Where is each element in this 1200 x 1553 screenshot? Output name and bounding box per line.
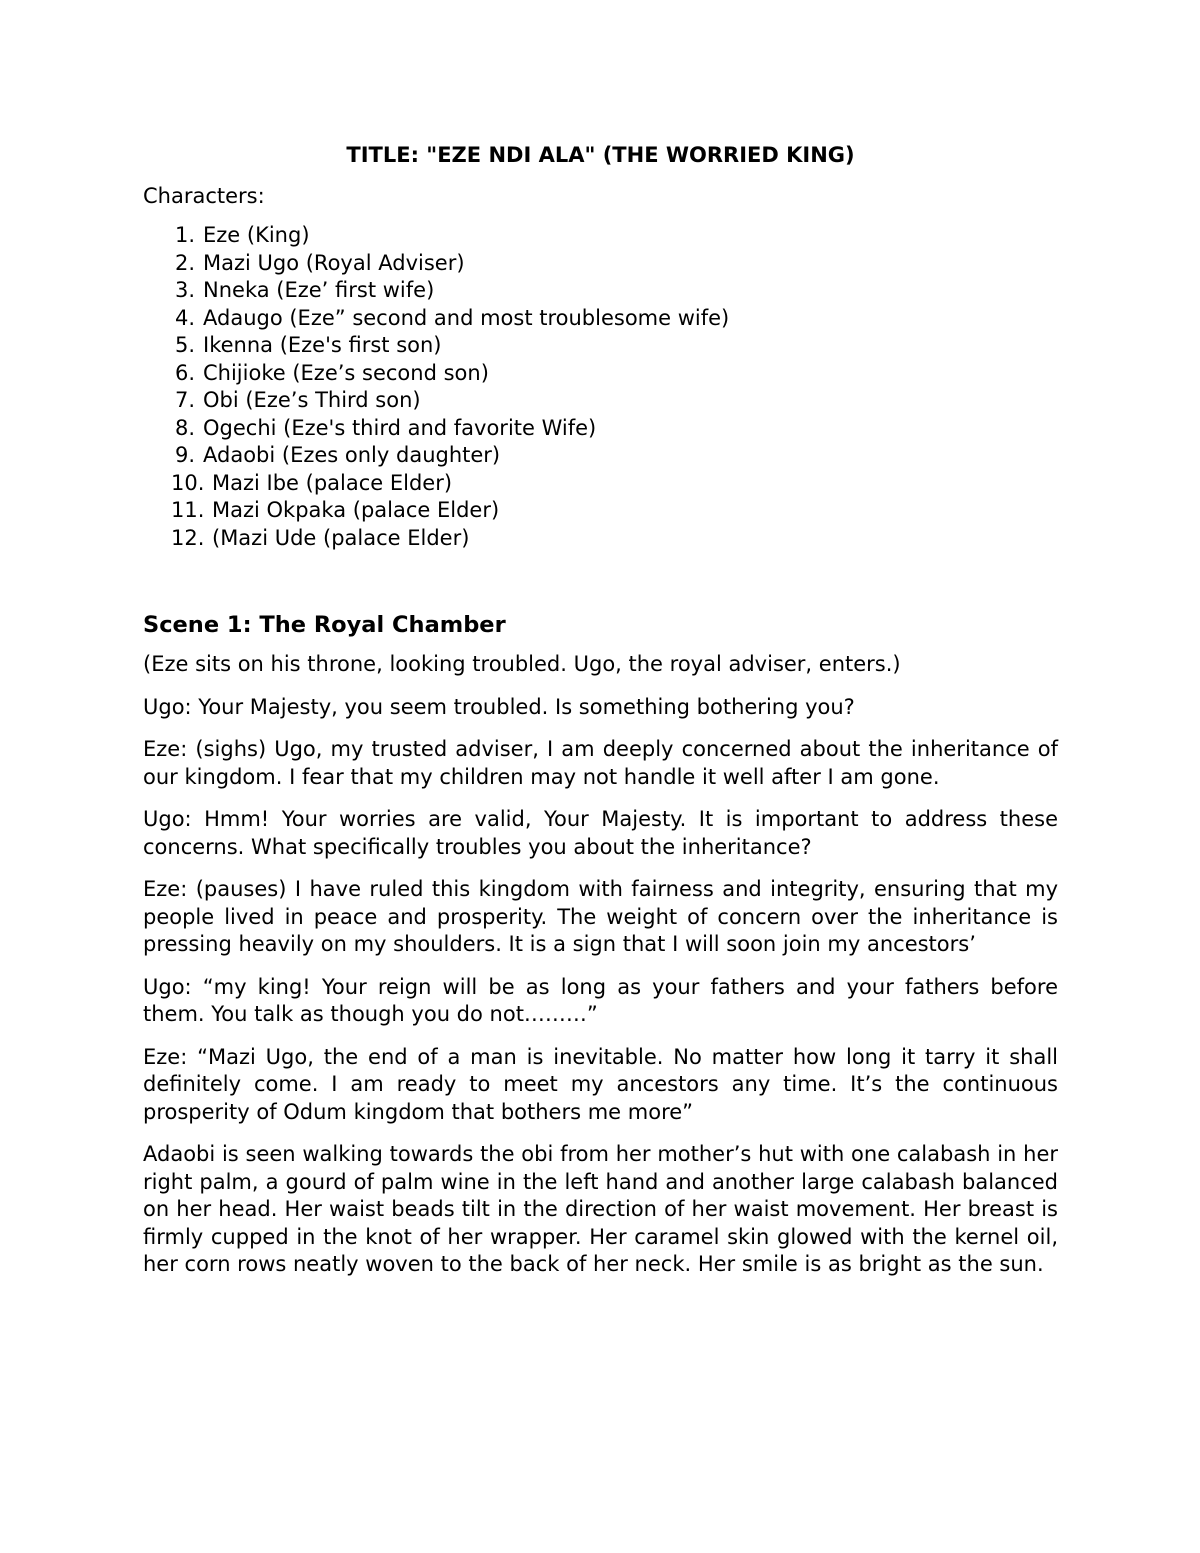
list-item: 3. Nneka (Eze’ first wife) bbox=[174, 278, 435, 302]
dialogue-paragraph: Ugo: Hmm! Your worries are valid, Your Majesty. It is important to address these concerns. What specifically troubles you about the inheritance? bbox=[143, 807, 1058, 859]
list-item: 8. Ogechi (Eze's third and favorite Wife) bbox=[174, 415, 597, 440]
narrative-paragraph: Adaobi is seen walking towards the obi from her mother’s hut with one calabash in her right palm, a gourd of palm wine in the left hand and another large calabash balanced on her head. Her waist beads tilt in the direction of her waist movement. Her breast is firmly cupped in the knot of her wrapper. Her caramel skin glowed with the kernel oil, her corn rows neatly woven to the back of her neck. Her smile is as bright as the sun. bbox=[143, 1142, 1058, 1276]
list-item: 12. (Mazi Ude (palace Elder) bbox=[171, 525, 470, 550]
scene-heading: Scene 1: The Royal Chamber bbox=[143, 612, 506, 638]
dialogue-paragraph: Eze: “Mazi Ugo, the end of a man is inevitable. No matter how long it tarry it shall definitely come. I am ready to meet my ancestors any time. It’s the continuous prosperity of Odum kingdom that bothers me more” bbox=[143, 1044, 1058, 1124]
stage-direction: (Eze sits on his throne, looking troubled. Ugo, the royal adviser, enters.) bbox=[143, 652, 901, 676]
list-item: 6. Chijioke (Eze’s second son) bbox=[174, 360, 489, 385]
characters-label: Characters: bbox=[143, 184, 265, 208]
list-item: 5. Ikenna (Eze's first son) bbox=[174, 333, 442, 357]
document-page bbox=[143, 140, 1058, 1294]
dialogue-paragraph: Eze: (sighs) Ugo, my trusted adviser, I am deeply concerned about the inheritance of our kingdom. I fear that my children may not handle it well after I am gone. bbox=[143, 737, 1058, 789]
character-list bbox=[143, 222, 1058, 552]
list-item: 11. Mazi Okpaka (palace Elder) bbox=[171, 498, 500, 522]
document-title: TITLE: "EZE NDI ALA" (THE WORRIED KING) bbox=[346, 143, 855, 167]
list-item: 1. Eze (King) bbox=[174, 223, 310, 247]
dialogue-paragraph: Ugo: Your Majesty, you seem troubled. Is something bothering you? bbox=[143, 694, 855, 719]
list-item: 4. Adaugo (Eze” second and most troublesome wife) bbox=[174, 305, 730, 330]
list-item: 10. Mazi Ibe (palace Elder) bbox=[171, 470, 453, 495]
list-item: 7. Obi (Eze’s Third son) bbox=[174, 388, 421, 412]
dialogue-paragraph: Eze: (pauses) I have ruled this kingdom with fairness and integrity, ensuring that my people lived in peace and prosperity. The weight of concern over the inheritance is pressing heavily on my shoulders. It is a sign that I will soon join my ancestors’ bbox=[143, 877, 1058, 956]
list-item: 9. Adaobi (Ezes only daughter) bbox=[174, 443, 501, 467]
dialogue-paragraph: Ugo: “my king! Your reign will be as long as your fathers and your fathers before them. You talk as though you do not………” bbox=[143, 974, 1058, 1026]
list-item: 2. Mazi Ugo (Royal Adviser) bbox=[174, 250, 465, 275]
